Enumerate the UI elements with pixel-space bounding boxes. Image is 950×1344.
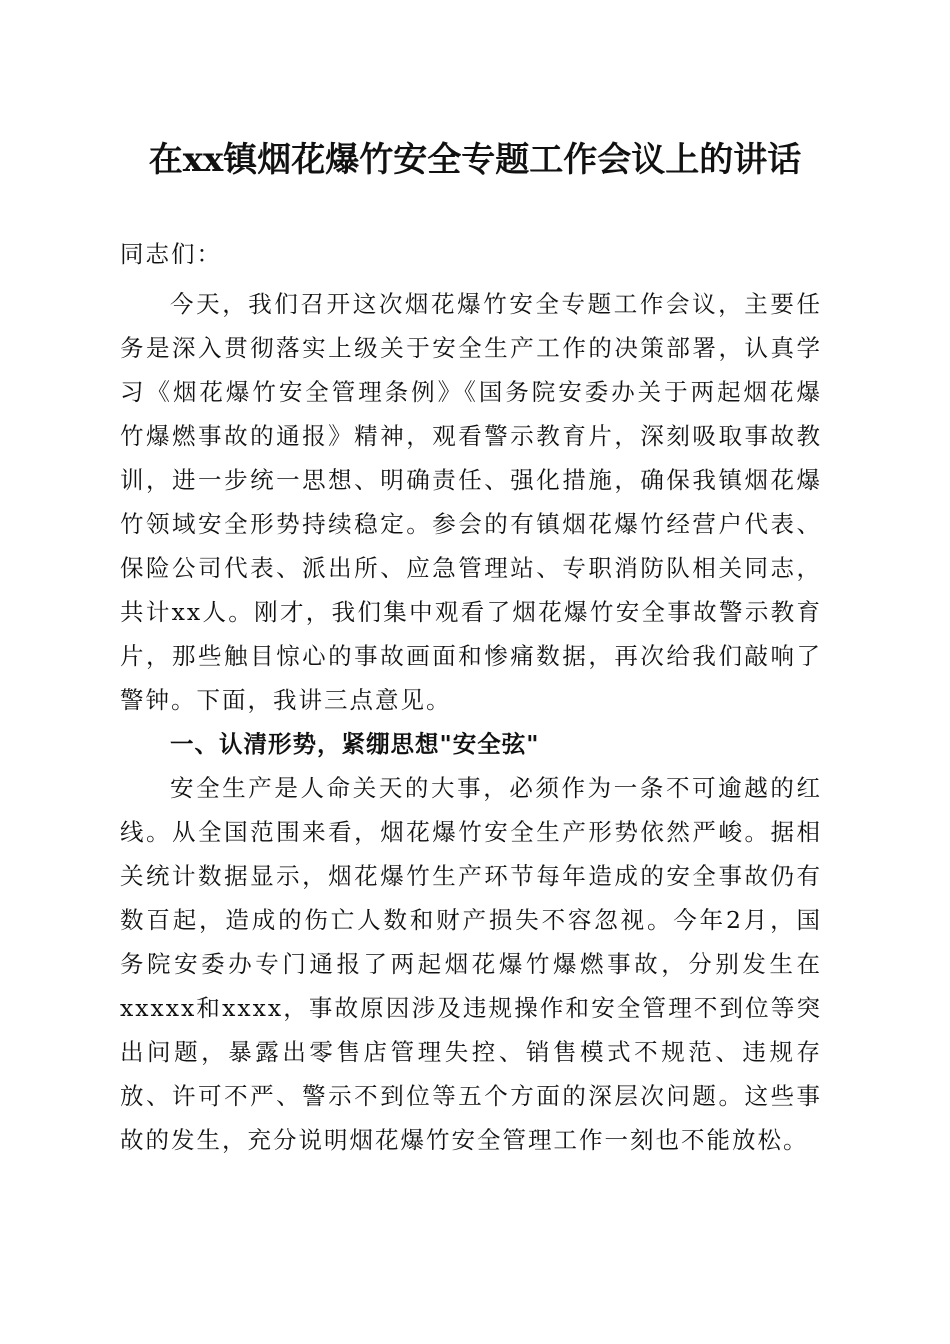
section-heading-1: 一、认清形势，紧绷思想"安全弦" [170, 730, 540, 758]
document-title: 在xx镇烟花爆竹安全专题工作会议上的讲话 [148, 140, 802, 180]
salutation: 同志们： [120, 240, 222, 268]
intro-paragraph: 今天，我们召开这次烟花爆竹安全专题工作会议，主要任务是深入贯彻落实上级关于安全生产工作的决策部署，认真学习《烟花爆竹安全管理条例》《国务院安委办关于两起烟花爆竹爆燃事故的通报》精神，观看警示教育片，深刻吸取事故教训，进一步统一思想、明确责任、强化措施，确保我镇烟花爆竹领域安全形势持续稳定。参会的有镇烟花爆竹经营户代表、保险公司代表、派出所、应急管理站、专职消防队相关同志，共计xx人。刚才，我们集中观看了烟花爆竹安全事故警示教育片，那些触目惊心的事故画面和惨痛数据，再次给我们敲响了警钟。下面，我讲三点意见。 [120, 290, 822, 714]
document-body [120, 232, 822, 1162]
section-1-paragraph: 安全生产是人命关天的大事，必须作为一条不可逾越的红线。从全国范围来看，烟花爆竹安全生产形势依然严峻。据相关统计数据显示，烟花爆竹生产环节每年造成的安全事故仍有数百起，造成的伤亡人数和财产损失不容忽视。今年2月，国务院安委办专门通报了两起烟花爆竹爆燃事故，分别发生在xxxxx和xxxx，事故原因涉及违规操作和安全管理不到位等突出问题，暴露出零售店管理失控、销售模式不规范、违规存放、许可不严、警示不到位等五个方面的深层次问题。这些事故的发生，充分说明烟花爆竹安全管理工作一刻也不能放松。 [120, 774, 822, 1154]
